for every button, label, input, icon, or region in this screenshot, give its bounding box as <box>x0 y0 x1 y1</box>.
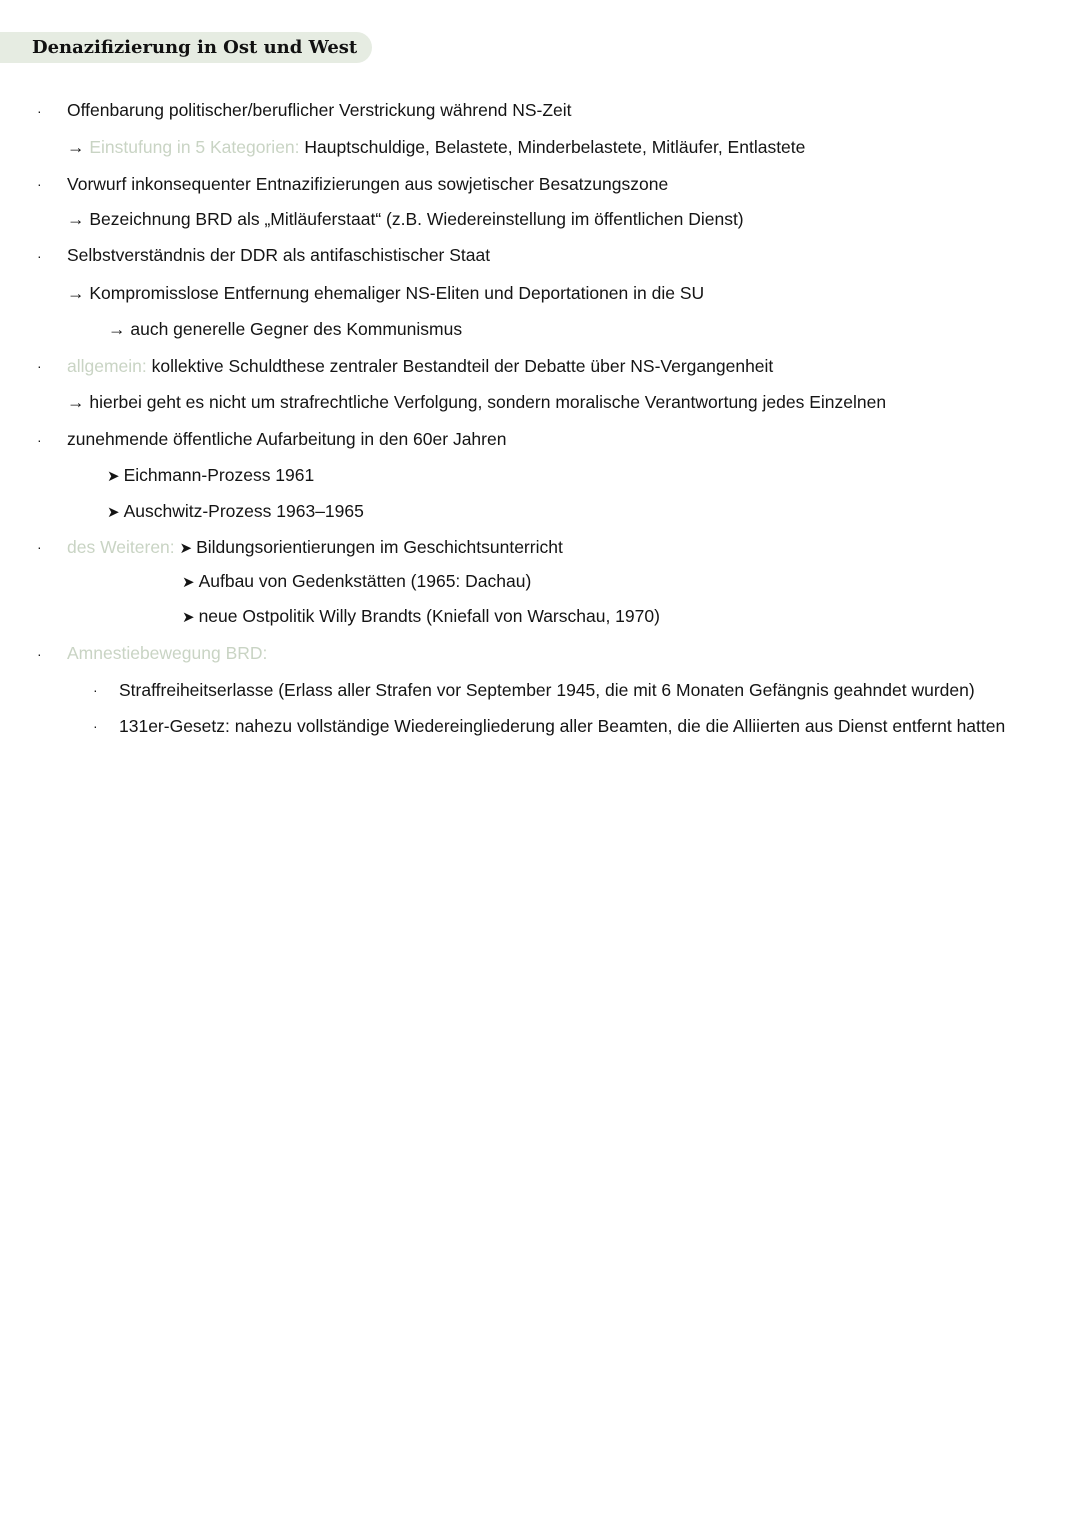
bullet-icon: · <box>93 682 98 698</box>
list-item-text: Auschwitz-Prozess 1963–1965 <box>123 501 364 521</box>
list-item <box>119 678 975 702</box>
bullet-icon: · <box>37 103 42 119</box>
list-item-text: Vorwurf inkonsequenter Entnazifizierungen aus sowjetischer Besatzungszone <box>67 174 669 194</box>
list-item-text: 131er-Gesetz: nahezu vollständige Wiedereingliederung aller Beamten, die die Alliierten aus Dienst entfernt hatten <box>119 716 1006 736</box>
list-item <box>67 641 267 665</box>
list-item-text: Selbstverständnis der DDR als antifaschistischer Staat <box>67 245 491 265</box>
list-item-text: neue Ostpolitik Willy Brandts (Kniefall von Warschau, 1970) <box>198 606 660 626</box>
bullet-icon: · <box>37 176 42 192</box>
triangle-bullet-icon: ➤ <box>107 504 120 521</box>
list-item-text: Hauptschuldige, Belastete, Minderbelastete, Mitläufer, Entlastete <box>304 137 806 157</box>
list-item-text: Bildungsorientierungen im Geschichtsunterricht <box>196 537 563 557</box>
list-item-text: kollektive Schuldthese zentraler Bestandteil der Debatte über NS-Vergangenheit <box>151 356 774 376</box>
triangle-bullet-icon: ➤ <box>182 609 195 626</box>
highlighted-label: Einstufung in 5 Kategorien: <box>89 137 300 157</box>
list-item <box>119 714 1005 738</box>
list-item-text: → Kompromisslose Entfernung ehemaliger NS-Eliten und Deportationen in die SU <box>67 283 705 303</box>
bullet-icon: · <box>37 358 42 374</box>
list-item-text: Aufbau von Gedenkstätten (1965: Dachau) <box>198 571 532 591</box>
highlighted-label: allgemein: <box>67 356 147 376</box>
list-item <box>67 243 490 267</box>
arrow-icon: → <box>67 137 85 157</box>
highlighted-label: Amnestiebewegung BRD: <box>67 643 268 663</box>
list-item <box>107 463 314 489</box>
list-item-text: → Bezeichnung BRD als „Mitläuferstaat“ (z.B. Wiedereinstellung im öffentlichen Dienst) <box>67 209 744 229</box>
list-item <box>67 427 506 451</box>
bullet-icon: · <box>37 432 42 448</box>
bullet-icon: · <box>37 539 42 555</box>
list-item <box>67 354 773 378</box>
list-item-text: Eichmann-Prozess 1961 <box>123 465 315 485</box>
list-item <box>67 390 886 414</box>
list-item <box>107 499 364 525</box>
list-item <box>67 98 572 122</box>
bullet-icon: · <box>37 248 42 264</box>
page-title: Denazifizierung in Ost und West <box>32 37 358 58</box>
list-item <box>182 569 531 595</box>
list-item-text: Straffreiheitserlasse (Erlass aller Strafen vor September 1945, die mit 6 Monaten Gefängnis geahndet wurden) <box>119 680 975 700</box>
list-item <box>67 135 805 159</box>
list-item <box>67 281 704 305</box>
list-item <box>182 604 660 630</box>
triangle-bullet-icon: ➤ <box>179 540 193 557</box>
list-item-text: zunehmende öffentliche Aufarbeitung in den 60er Jahren <box>67 429 507 449</box>
list-item-text: → auch generelle Gegner des Kommunismus <box>108 319 463 339</box>
triangle-bullet-icon: ➤ <box>182 574 195 591</box>
triangle-bullet-icon: ➤ <box>107 468 120 485</box>
highlighted-label: des Weiteren: <box>67 537 175 557</box>
list-item <box>108 317 462 341</box>
list-item <box>67 172 668 196</box>
list-item-text: Offenbarung politischer/beruflicher Verstrickung während NS-Zeit <box>67 100 572 120</box>
bullet-icon: · <box>37 646 42 662</box>
list-item-text: → hierbei geht es nicht um strafrechtliche Verfolgung, sondern moralische Verantwortung jedes Einzelnen <box>67 392 887 412</box>
list-item <box>67 207 744 231</box>
bullet-icon: · <box>93 718 98 734</box>
list-item <box>67 535 563 561</box>
